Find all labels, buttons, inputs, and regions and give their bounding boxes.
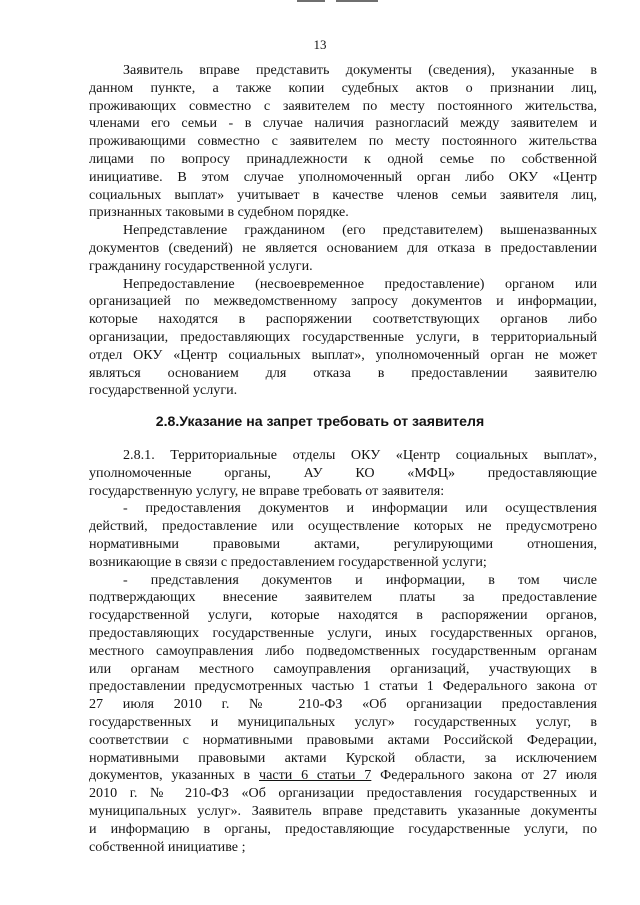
text-line: или органам местного самоуправления организаций, участвующих в — [89, 660, 597, 677]
text-line: действий, предоставление или осуществление которых не предусмотрено — [89, 518, 597, 535]
text-line: которые находятся в распоряжении соответствующих органов либо — [89, 311, 597, 328]
text-line: 2.8.1. Территориальные отделы ОКУ «Центр социальных выплат», — [123, 447, 597, 463]
paragraph — [89, 500, 597, 571]
text-line: гражданину государственной услуги. — [89, 257, 313, 274]
text-line: местного самоуправления либо подведомственных государственным органам — [89, 642, 597, 659]
top-edge-mark — [297, 0, 325, 2]
paragraph — [89, 276, 597, 401]
text-line: документов (сведений) не является основанием для отказа в предоставлении — [89, 239, 597, 256]
top-edge-mark — [336, 0, 378, 2]
text-line: Непредставление гражданином (его представителем) вышеназванных — [123, 222, 597, 239]
section-heading: 2.8.Указание на запрет требовать от заявителя — [155, 413, 485, 429]
text-line: членами его семьи - в случае наличия разногласий между заявителем и — [89, 115, 597, 132]
text-line: данном пункте, а также копии судебных актов о признании лиц, — [89, 79, 597, 96]
text-line: муниципальных услуг». Заявитель вправе представить указанные документы — [89, 802, 597, 819]
text-line: государственную услугу, не вправе требовать от заявителя: — [89, 482, 445, 499]
paragraph — [89, 572, 597, 857]
text-line: лицами по вопросу принадлежности к одной семье по собственной — [89, 150, 597, 167]
text-line: соответствии с нормативными правовыми актами Российской Федерации, — [89, 731, 597, 748]
paragraph — [89, 62, 597, 222]
text-line: признанных таковыми в судебном порядке. — [89, 204, 349, 221]
text-line: нормативными правовыми актами, регулирующими отношения, — [89, 535, 597, 552]
text-line: 27 июля 2010 г. № 210-ФЗ «Об организации предоставления — [89, 696, 597, 713]
text-line: являться основанием для отказа в предоставлении заявителю — [89, 364, 597, 381]
body-text-bottom — [89, 447, 597, 856]
text-line: нормативными правовыми актами Курской области, за исключением — [89, 749, 597, 766]
text-line: и информацию в органы, предоставляющие государственные услуги, по — [89, 820, 597, 837]
paragraph — [89, 447, 597, 500]
text-line: государственной услуги, которые находятся в распоряжении органов, — [89, 607, 597, 624]
text-line: - представления документов и информации, в том числе — [123, 571, 597, 588]
text-line: государственной услуги. — [89, 382, 238, 399]
text-line: государственных и муниципальных услуг» государственных услуг, в — [89, 713, 597, 730]
text-line: предоставляющих государственные услуги, иных государственных органов, — [89, 624, 597, 641]
text-line: отдел ОКУ «Центр социальных выплат», уполномоченный орган не может — [89, 346, 597, 363]
text-line: социальных выплат» учитывает в качестве членов семьи заявителя лиц, — [89, 186, 597, 203]
text-line: проживающих совместно с заявителем по месту постоянного жительства, — [89, 97, 597, 114]
text-line: уполномоченные органы, АУ КО «МФЦ» предоставляющие — [89, 464, 597, 481]
law-reference-link[interactable]: части 6 статьи 7 — [259, 767, 372, 784]
text-fragment: документов, указанных в — [89, 767, 259, 784]
text-line: возникающие в связи с предоставлением государственной услуги; — [89, 553, 487, 570]
text-fragment: Федерального закона от 27 июля — [371, 767, 597, 784]
text-line: подтверждающих внесение заявителем платы за предоставление — [89, 589, 597, 606]
text-line: 2010 г. № 210-ФЗ «Об организации предоставления государственных и — [89, 785, 597, 802]
text-line: инициативе. В этом случае уполномоченный орган либо ОКУ «Центр — [89, 168, 597, 185]
text-line: проживающими совместно с заявителем по месту постоянного жительства — [89, 133, 597, 150]
paragraph — [89, 222, 597, 275]
text-line: - предоставления документов и информации или осуществления — [123, 500, 597, 517]
text-line: собственной инициативе ; — [89, 838, 246, 855]
text-line: Непредоставление (несвоевременное предоставление) органом или — [123, 275, 597, 292]
text-line: предоставлении предусмотренных частью 1 статьи 1 Федерального закона от — [89, 678, 597, 695]
text-line: Заявитель вправе представить документы (сведения), указанные в — [123, 62, 597, 78]
text-line — [89, 767, 597, 785]
text-line: организацией по межведомственному запросу документов и информации, — [89, 293, 597, 310]
body-text-top — [89, 62, 597, 400]
text-line: организации, предоставляющих государственные услуги, в территориальный — [89, 328, 597, 345]
page-number: 13 — [313, 37, 327, 52]
